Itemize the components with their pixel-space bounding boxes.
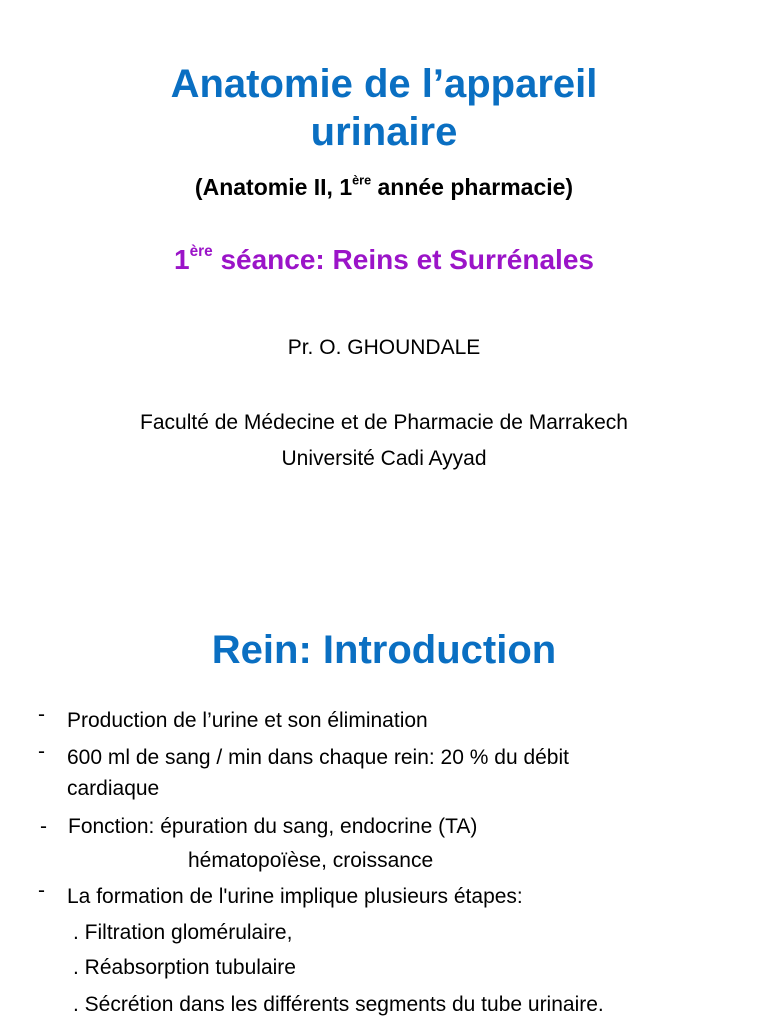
list-item-text: Fonction: épuration du sang, endocrine (TA) [68, 815, 478, 838]
sub-item-text: . Sécrétion dans les différents segments du tube urinaire. [73, 993, 604, 1016]
section-title: Rein: Introduction [211, 628, 557, 672]
subtitle-after: année pharmacie) [371, 174, 574, 200]
session-text: séance: Reins et Surrénales [212, 244, 594, 275]
session-number: 1 [174, 244, 190, 275]
bullet-dash: - [40, 815, 47, 838]
sub-item-text: . Réabsorption tubulaire [73, 956, 296, 979]
list-item-text: hématopoïèse, croissance [188, 849, 434, 872]
session-heading [0, 243, 768, 277]
subtitle-before: (Anatomie II, 1 [194, 174, 353, 200]
page-title [0, 60, 768, 156]
title-line-1: Anatomie de l’appareil [170, 62, 598, 106]
bullet-dash: - [38, 703, 45, 726]
bullet-dash: - [38, 740, 45, 763]
institution-line-1: Faculté de Médecine et de Pharmacie de Marrakech [140, 411, 628, 434]
session-sup: ère [189, 242, 213, 260]
sub-item-text: . Filtration glomérulaire, [73, 921, 293, 944]
list-item-text: La formation de l'urine implique plusieurs étapes: [67, 885, 523, 908]
list-item-text: Production de l’urine et son élimination [67, 709, 428, 732]
institution-line-2: Université Cadi Ayyad [281, 447, 487, 470]
subtitle-sup: ère [352, 173, 372, 188]
title-line-2: urinaire [310, 110, 458, 154]
subtitle [0, 172, 768, 202]
institution [0, 405, 768, 477]
bullet-dash: - [38, 879, 45, 902]
author: Pr. O. GHOUNDALE [287, 336, 481, 359]
list-item-text: cardiaque [67, 777, 160, 800]
list-item-text: 600 ml de sang / min dans chaque rein: 20 % du débit [67, 746, 569, 769]
